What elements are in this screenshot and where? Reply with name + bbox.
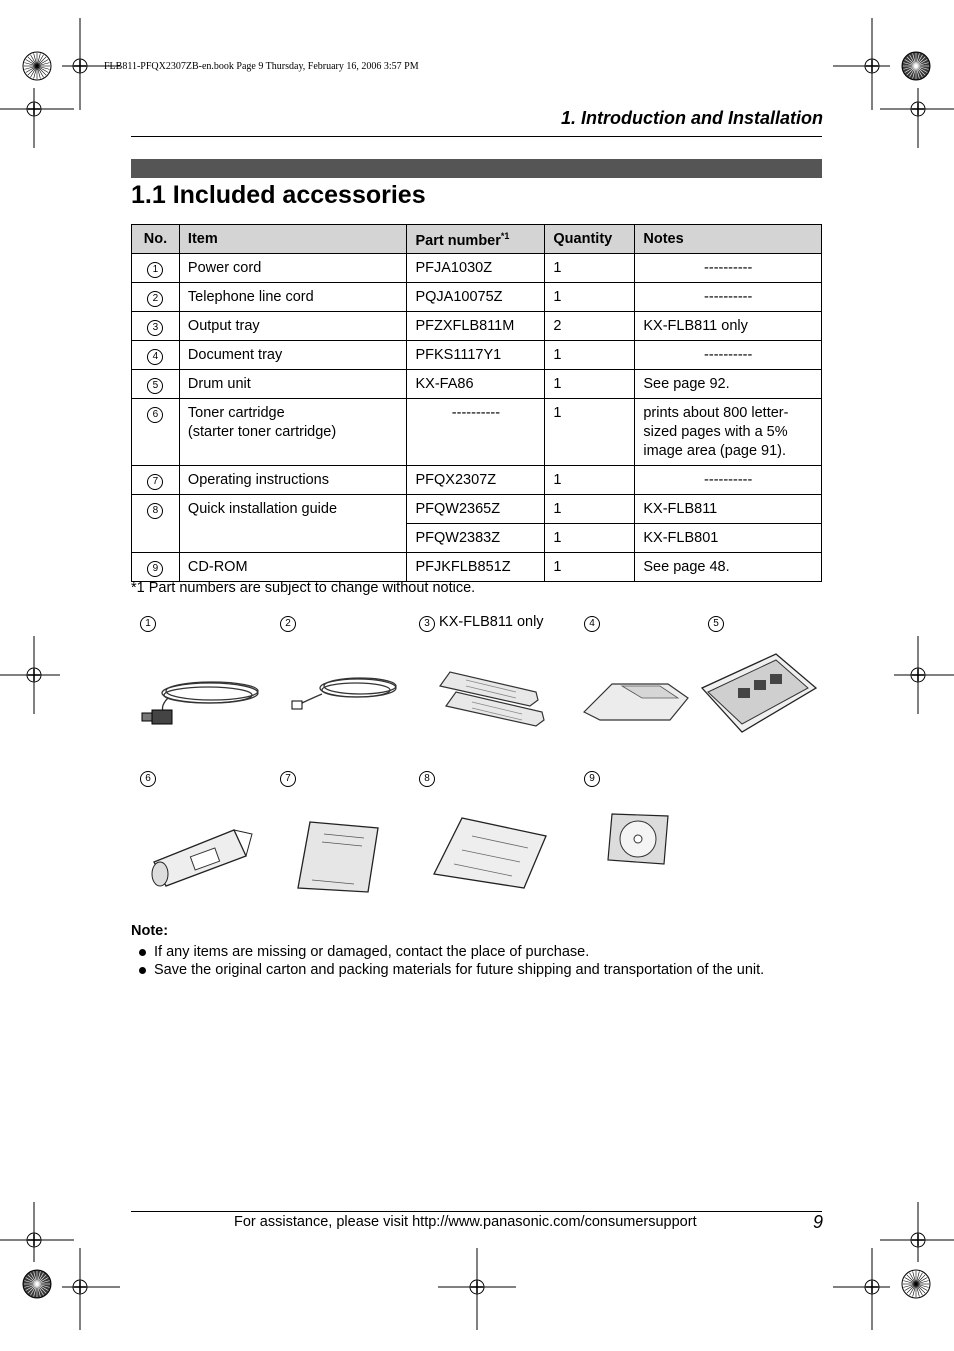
telephone-cord-illustration	[288, 668, 402, 716]
item-number-badge: 6	[147, 407, 163, 423]
part-cell: ----------	[407, 399, 545, 466]
chapter-title: 1. Introduction and Installation	[560, 108, 823, 128]
table-row	[132, 283, 822, 312]
page-number: 9	[812, 1212, 823, 1232]
notes-cell: See page 48.	[635, 553, 822, 582]
output-tray-illustration	[436, 668, 548, 742]
qty-cell: 1	[545, 370, 635, 399]
part-cell: PFJA1030Z	[407, 254, 545, 283]
table-row	[132, 553, 822, 582]
part-cell: PFQW2383Z	[407, 524, 545, 553]
item-number-badge: 8	[147, 503, 163, 519]
header-no: No.	[132, 225, 180, 254]
drum-unit-illustration	[698, 648, 820, 738]
header-item: Item	[179, 225, 407, 254]
table-row	[132, 341, 822, 370]
footer-rule	[131, 1211, 822, 1212]
document-tray-illustration	[582, 676, 692, 722]
header-notes: Notes	[635, 225, 822, 254]
qty-cell: 2	[545, 312, 635, 341]
cd-rom-illustration	[606, 810, 670, 866]
illustration-label-6: 6	[140, 769, 156, 787]
header-part-number: Part number$^{*1}$	[407, 225, 545, 254]
item-number-badge: 9	[147, 561, 163, 577]
list-item: Save the original carton and packing materials for future shipping and transportation of the unit.	[136, 961, 764, 979]
item-number-badge: 3	[147, 320, 163, 336]
table-row	[132, 254, 822, 283]
item-cell: Toner cartridge (starter toner cartridge)	[179, 399, 407, 466]
accessories-table	[131, 224, 822, 582]
note-title: Note:	[131, 923, 169, 939]
qty-cell: 1	[545, 341, 635, 370]
item-number-badge: 1	[147, 262, 163, 278]
notes-cell: KX-FLB811	[635, 495, 822, 524]
footnote-ref: *1	[500, 231, 510, 242]
illustration-label-7: 7	[280, 769, 296, 787]
item-cell: Quick installation guide	[179, 495, 407, 553]
notes-cell: See page 92.	[635, 370, 822, 399]
table-row	[132, 495, 822, 524]
item-cell: Power cord	[179, 254, 407, 283]
notes-cell: KX-FLB811 only	[635, 312, 822, 341]
item-cell: Document tray	[179, 341, 407, 370]
part-cell: PFZXFLB811M	[407, 312, 545, 341]
toner-cartridge-illustration	[146, 822, 256, 888]
qty-cell: 1	[545, 283, 635, 312]
table-row	[132, 466, 822, 495]
part-cell: PFQW2365Z	[407, 495, 545, 524]
qty-cell: 1	[545, 524, 635, 553]
item-number-badge: 2	[147, 291, 163, 307]
power-cord-illustration	[138, 668, 262, 730]
qty-cell: 1	[545, 399, 635, 466]
notes-cell: ----------	[635, 466, 822, 495]
footer-text: For assistance, please visit http://www.panasonic.com/consumersupport	[234, 1214, 697, 1230]
section-bar	[131, 159, 822, 178]
illustration-label-3-text: KX-FLB811 only	[439, 614, 544, 630]
part-cell: PQJA10075Z	[407, 283, 545, 312]
notes-cell: ----------	[635, 254, 822, 283]
part-cell: PFJKFLB851Z	[407, 553, 545, 582]
table-header-row	[132, 225, 822, 254]
illustration-label-4: 4	[584, 614, 600, 632]
part-cell: KX-FA86	[407, 370, 545, 399]
qty-cell: 1	[545, 254, 635, 283]
qty-cell: 1	[545, 466, 635, 495]
operating-instructions-illustration	[294, 820, 382, 894]
item-cell: Operating instructions	[179, 466, 407, 495]
item-cell: CD-ROM	[179, 553, 407, 582]
notes-cell: KX-FLB801	[635, 524, 822, 553]
table-row	[132, 370, 822, 399]
illustration-label-3: 3 KX-FLB811 only	[419, 614, 544, 632]
note-list	[136, 943, 764, 979]
item-number-badge: 4	[147, 349, 163, 365]
illustration-label-2: 2	[280, 614, 296, 632]
item-number-badge: 7	[147, 474, 163, 490]
quick-installation-guide-illustration	[432, 814, 550, 890]
qty-cell: 1	[545, 495, 635, 524]
table-row	[132, 399, 822, 466]
notes-cell: prints about 800 letter-sized pages with a 5% image area (page 91).	[635, 399, 822, 466]
notes-cell: ----------	[635, 283, 822, 312]
section-title: 1.1 Included accessories	[131, 181, 426, 209]
illustration-label-8: 8	[419, 769, 435, 787]
illustration-label-1: 1	[140, 614, 156, 632]
part-cell: PFKS1117Y1	[407, 341, 545, 370]
item-cell: Drum unit	[179, 370, 407, 399]
header-rule	[131, 136, 822, 137]
item-number-badge: 5	[147, 378, 163, 394]
item-cell: Output tray	[179, 312, 407, 341]
illustration-label-5: 5	[708, 614, 724, 632]
header-quantity: Quantity	[545, 225, 635, 254]
notes-cell: ----------	[635, 341, 822, 370]
item-cell: Telephone line cord	[179, 283, 407, 312]
part-cell: PFQX2307Z	[407, 466, 545, 495]
footnote: *1 Part numbers are subject to change without notice.	[131, 580, 476, 596]
list-item: If any items are missing or damaged, contact the place of purchase.	[136, 943, 764, 961]
illustration-label-9: 9	[584, 769, 600, 787]
qty-cell: 1	[545, 553, 635, 582]
table-row	[132, 312, 822, 341]
print-info: FLB811-PFQX2307ZB-en.book Page 9 Thursday, February 16, 2006 3:57 PM	[104, 61, 419, 72]
